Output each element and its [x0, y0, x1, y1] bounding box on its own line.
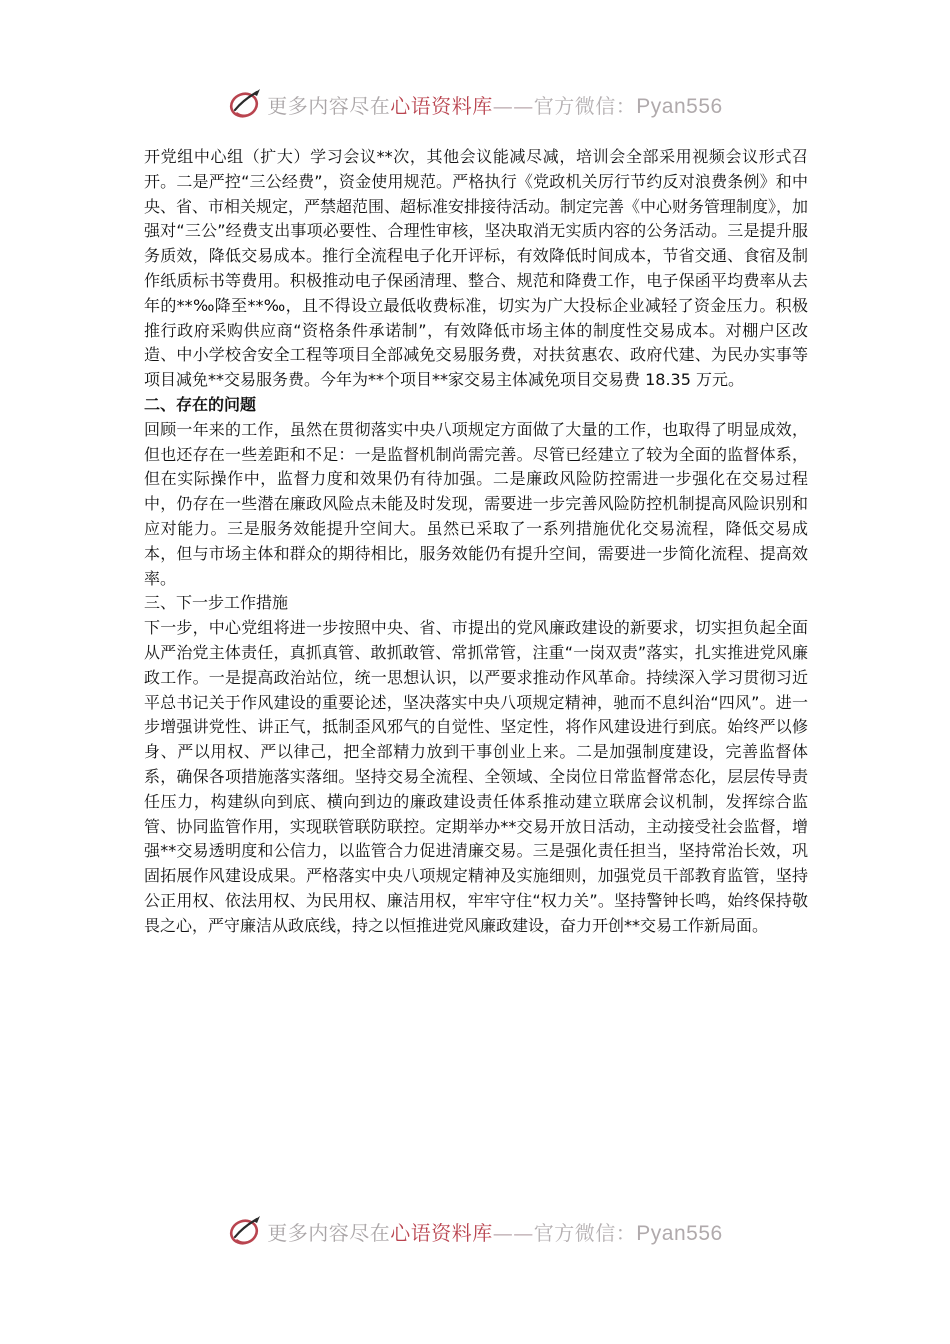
banner-label: 官方微信： [533, 93, 637, 118]
banner-text [267, 1217, 722, 1246]
brush-logo-icon [227, 86, 263, 122]
banner-wechat-id: Pyan556 [636, 94, 723, 118]
banner-highlight: 心语资料库 [390, 1220, 493, 1245]
banner-prefix: 更多内容尽在 [267, 1220, 391, 1245]
section-heading-next-steps: 三、下一步工作措施 [144, 593, 289, 613]
banner-wechat-id: Pyan556 [636, 1221, 723, 1245]
header-banner [0, 84, 950, 124]
footer-banner [0, 1211, 950, 1251]
banner-prefix: 更多内容尽在 [267, 93, 391, 118]
document-body [144, 145, 808, 939]
banner-dash: —— [492, 93, 534, 118]
paragraph-problems: 回顾一年来的工作，虽然在贯彻落实中央八项规定方面做了大量的工作，也取得了明显成效，但也还存在一些差距和不足：一是监督机制尚需完善。尽管已经建立了较为全面的监督体系，但在实际操作中，监督力度和效果仍有待加强。二是廉政风险防控需进一步强化在交易过程中，仍存在一些潜在廉政风险点未能及时发现，需要进一步完善风险防控机制提高风险识别和应对能力。三是服务效能提升空间大。虽然已采取了一系列措施优化交易流程，降低交易成本，但与市场主体和群众的期待相比，服务效能仍有提升空间，需要进一步简化流程、提高效率。 [144, 419, 808, 588]
paragraph-next-steps: 下一步，中心党组将进一步按照中央、省、市提出的党风廉政建设的新要求，切实担负起全面从严治党主体责任，真抓真管、敢抓敢管、常抓常管，注重“一岗双责”落实，扎实推进党风廉政工作。一是提高政治站位，统一思想认识，以严要求推动作风革命。持续深入学习贯彻习近平总书记关于作风建设的重要论述，坚决落实中央八项规定精神，驰而不息纠治“四风”。进一步增强讲党性、讲正气，抵制歪风邪气的自觉性、坚定性，将作风建设进行到底。始终严以修身、严以用权、严以律己，把全部精力放到干事创业上来。二是加强制度建设，完善监督体系，确保各项措施落实落细。坚持交易全流程、全领域、全岗位日常监督常态化，层层传导责任压力，构建纵向到底、横向到边的廉政建设责任体系推动建立联席会议机制，发挥综合监管、协同监管作用，实现联管联防联控。定期举办**交易开放日活动，主动接受社会监督，增强**交易透明度和公信力，以监管合力促进清廉交易。三是强化责任担当，坚持常治长效，巩固拓展作风建设成果。严格落实中央八项规定精神及实施细则，加强党员干部教育监管，坚持公正用权、依法用权、为民用权、廉洁用权，牢牢守住“权力关”。坚持警钟长鸣，始终保持敬畏之心，严守廉洁从政底线，持之以恒推进党风廉政建设，奋力开创**交易工作新局面。 [144, 618, 808, 935]
banner-highlight: 心语资料库 [390, 93, 493, 118]
banner-text [267, 90, 722, 119]
banner-dash: —— [492, 1220, 534, 1245]
paragraph-cost-control: 开党组中心组（扩大）学习会议**次，其他会议能减尽减，培训会全部采用视频会议形式召开。二是严控“三公经费”，资金使用规范。严格执行《党政机关厉行节约反对浪费条例》和中央、省、市相关规定，严禁超范围、超标准安排接待活动。制定完善《中心财务管理制度》，加强对“三公”经费支出事项必要性、合理性审核，坚决取消无实质内容的公务活动。三是提升服务质效，降低交易成本。推行全流程电子化开评标，有效降低时间成本，节省交通、食宿及制作纸质标书等费用。积极推动电子保函清理、整合、规范和降费工作，电子保函平均费率从去年的**‰降至**‰，且不得设立最低收费标准，切实为广大投标企业减轻了资金压力。积极推行政府采购供应商“资格条件承诺制”，有效降低市场主体的制度性交易成本。对棚户区改造、中小学校舍安全工程等项目全部减免交易服务费，对扶贫惠农、政府代建、为民办实事等项目减免**交易服务费。今年为**个项目**家交易主体减免项目交易费 18.35 万元。 [144, 147, 809, 390]
brush-logo-icon [227, 1213, 263, 1249]
banner-label: 官方微信： [533, 1220, 637, 1245]
section-heading-problems: 二、存在的问题 [144, 394, 257, 414]
